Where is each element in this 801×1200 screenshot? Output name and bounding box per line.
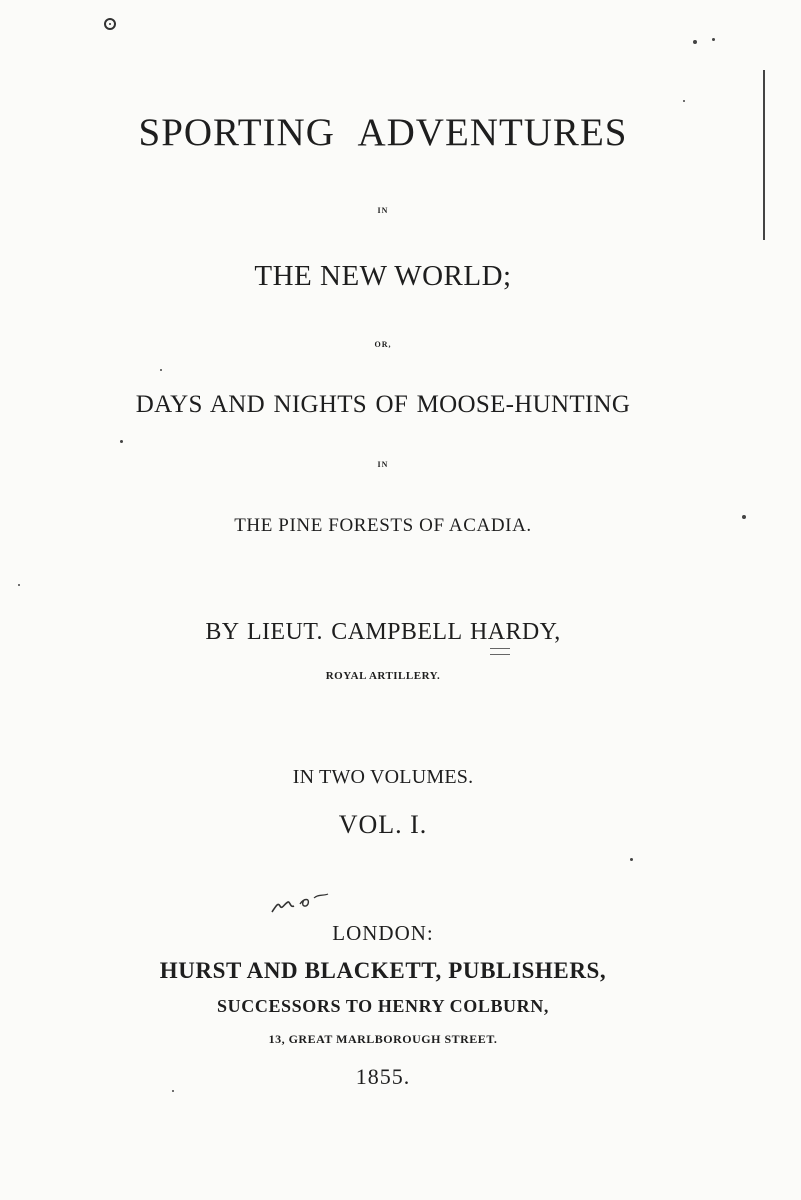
paper-speck — [742, 515, 746, 519]
connector-in-second: IN — [377, 460, 389, 469]
alternate-title-line-one: DAYS AND NIGHTS OF MOOSE-HUNTING — [135, 391, 631, 418]
paper-speck — [693, 40, 697, 44]
paper-speck — [683, 100, 685, 102]
author-rank: ROYAL ARTILLERY. — [325, 670, 441, 682]
paper-speck — [172, 1090, 174, 1092]
alternate-title-line-two: THE PINE FORESTS OF ACADIA. — [234, 515, 532, 536]
paper-speck — [18, 584, 20, 586]
connector-in-first: IN — [377, 206, 389, 215]
paper-speck — [160, 369, 162, 371]
main-title: SPORTING ADVENTURES — [138, 111, 628, 154]
circle-stamp-icon — [104, 18, 116, 30]
connector-or: OR, — [374, 340, 392, 349]
imprint-year: 1855. — [355, 1064, 411, 1089]
pencil-underline-mark — [490, 648, 510, 655]
imprint-city: LONDON: — [332, 921, 434, 945]
author-line: BY LIEUT. CAMPBELL HARDY, — [205, 619, 561, 645]
volume-number: VOL. I. — [338, 810, 428, 839]
imprint-publisher: HURST AND BLACKETT, PUBLISHERS, — [159, 958, 607, 983]
volumes-note: IN TWO VOLUMES. — [292, 766, 474, 788]
subtitle: THE NEW WORLD; — [254, 260, 512, 292]
paper-speck — [120, 440, 123, 443]
imprint-successors: SUCCESSORS TO HENRY COLBURN, — [217, 996, 549, 1016]
handwritten-scribble-icon — [270, 888, 334, 918]
paper-speck — [630, 858, 633, 861]
paper-speck — [712, 38, 715, 41]
imprint-address: 13, GREAT MARLBOROUGH STREET. — [268, 1032, 498, 1046]
